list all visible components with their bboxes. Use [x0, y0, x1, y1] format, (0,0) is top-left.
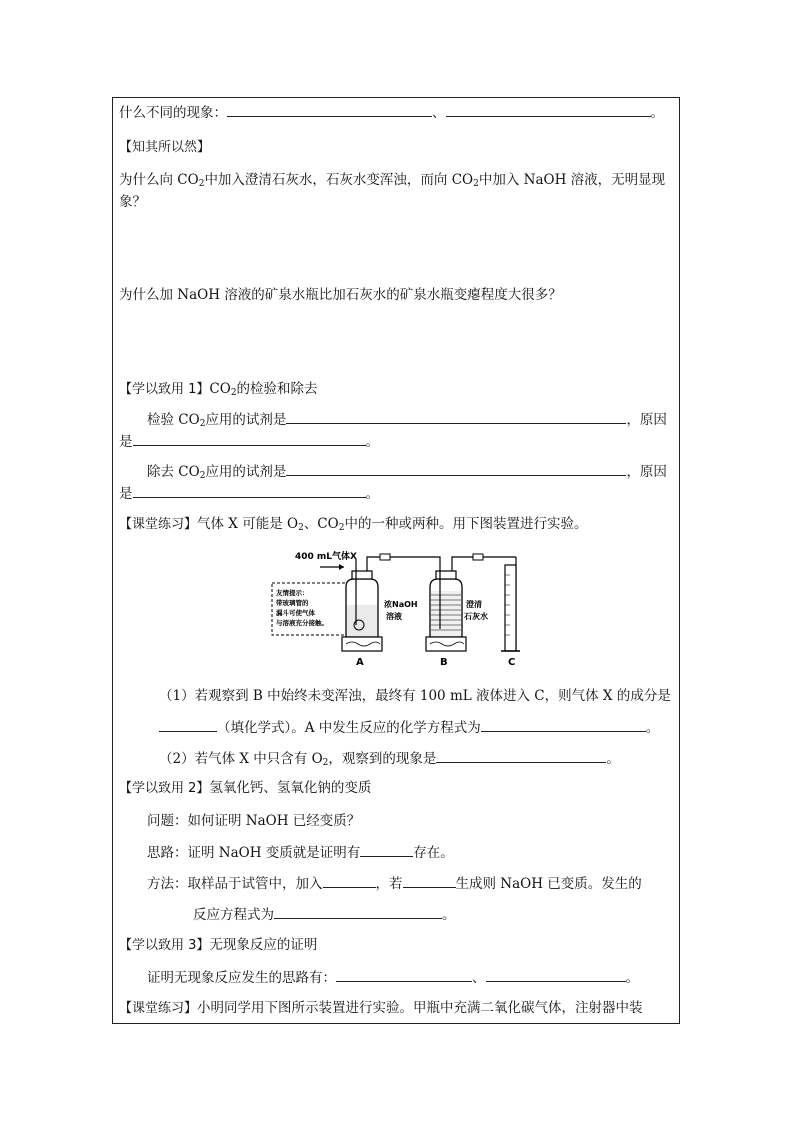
- bottle-b-stopper: [436, 571, 456, 579]
- period: 。: [650, 105, 664, 121]
- text: 的检验和除去: [236, 381, 318, 397]
- heading-title: 【课堂练习】: [119, 517, 198, 532]
- label-c: C: [508, 657, 516, 668]
- section-heading-practice-1: [119, 515, 587, 537]
- section-heading-practice-2: [119, 999, 643, 1018]
- method-blank-2[interactable]: [403, 874, 456, 888]
- test-reason-blank[interactable]: [133, 432, 366, 446]
- phenomenon-label: 什么不同的现象：: [119, 105, 227, 121]
- reaction-equation-blank[interactable]: [274, 905, 442, 919]
- method-line: [147, 874, 642, 893]
- text: 中的一种或两种。用下图装置进行实验。: [344, 516, 588, 532]
- reagent-b-line-2: 石灰水: [464, 612, 488, 621]
- test-reagent-blank[interactable]: [286, 410, 626, 424]
- reagent-a-line-2: 溶液: [386, 612, 402, 621]
- text: 。: [365, 486, 379, 502]
- note-line-2: 带玻璃管的: [276, 599, 309, 607]
- text: 气体 X 可能是 O: [197, 516, 299, 532]
- text: 为什么向 CO: [119, 172, 199, 188]
- text: 应用的试剂是: [205, 464, 287, 480]
- stand-a: [342, 637, 382, 651]
- formula-blank[interactable]: [159, 718, 217, 732]
- text: 、: [472, 970, 486, 986]
- section-heading-apply-1: [119, 380, 318, 402]
- remove-reason-blank[interactable]: [133, 484, 366, 498]
- cylinder-c: [505, 565, 516, 651]
- heading-title: 【学以致用 2】: [119, 781, 210, 796]
- stand-b: [426, 637, 466, 651]
- phenomenon-line: [119, 103, 664, 122]
- test-reason-line: [119, 432, 379, 451]
- gas-label: 400 mL气体X: [295, 552, 357, 562]
- connector-ab: [380, 554, 390, 560]
- note-line-4: 与溶液充分接触。: [276, 619, 328, 627]
- text: 。: [645, 720, 660, 736]
- practice-q1-line-2: [159, 718, 659, 737]
- note-line-3: 漏斗可使气体: [276, 609, 315, 617]
- subscript: 2: [338, 523, 345, 533]
- equation-line: [193, 905, 456, 924]
- answer-blank-2[interactable]: [446, 103, 651, 117]
- remove-reagent-blank[interactable]: [286, 462, 626, 476]
- section-heading-why: 【知其所以然】: [119, 140, 211, 155]
- text: ，观察到的现象是: [328, 751, 437, 767]
- text: 应用的试剂是: [205, 412, 287, 428]
- subscript: 2: [198, 179, 205, 189]
- text: 。: [625, 970, 639, 986]
- label-b: B: [440, 657, 448, 668]
- equation-blank[interactable]: [481, 718, 646, 732]
- text: 检验 CO: [147, 412, 200, 428]
- section-heading-apply-3: [119, 936, 317, 955]
- text: （填化学式）。A 中发生反应的化学方程式为: [217, 720, 481, 736]
- text: 除去 CO: [147, 464, 200, 480]
- heading-title: 【学以致用 1】: [119, 382, 210, 397]
- bottle-a-stopper: [352, 571, 372, 579]
- text: 思路：证明 NaOH 变质就是证明有: [147, 845, 361, 861]
- practice-q1-line-1: （1）若观察到 B 中始终未变浑浊，最终有 100 mL 液体进入 C，则气体 X 的成分是: [159, 688, 671, 704]
- text: ，若: [375, 876, 403, 892]
- method-blank-1[interactable]: [323, 874, 376, 888]
- subscript: 2: [199, 471, 206, 481]
- heading-title: 【学以致用 3】: [119, 938, 210, 953]
- text: 证明无现象反应发生的思路有：: [147, 970, 336, 986]
- text: 、CO: [303, 516, 339, 532]
- remove-reason-line: [119, 484, 379, 503]
- text: 中加入澄清石灰水，石灰水变浑浊，而向 CO: [204, 172, 474, 188]
- text: 方法：取样品于试管中，加入: [147, 876, 323, 892]
- text: 。: [606, 751, 620, 767]
- text: 反应方程式为: [193, 907, 274, 923]
- text: 。: [442, 907, 456, 923]
- text: 无现象反应的证明: [209, 937, 318, 953]
- question-1-line-2: 象？: [119, 194, 146, 210]
- text: ，原因: [626, 464, 667, 480]
- arrow-head-icon: [339, 564, 344, 570]
- proof-blank-1[interactable]: [336, 968, 472, 982]
- frame-bottom-border: [112, 1023, 680, 1024]
- text: 生成则 NaOH 已变质。发生的: [455, 876, 642, 892]
- connector-bc: [473, 554, 483, 560]
- label-a: A: [356, 657, 364, 668]
- text: （2）若气体 X 中只含有 O: [159, 751, 323, 767]
- apparatus-figure: [268, 545, 528, 670]
- question-1-line-1: [119, 171, 665, 193]
- answer-blank-1[interactable]: [227, 103, 432, 117]
- bottle-b-liquid: [431, 591, 461, 636]
- phenomenon-blank[interactable]: [436, 749, 606, 763]
- practice-q2-line: [159, 749, 620, 772]
- subscript: 2: [298, 523, 304, 533]
- section-heading-apply-2: [119, 779, 371, 798]
- note-line-1: 友情提示：: [276, 589, 309, 597]
- text: 是: [119, 434, 133, 450]
- subscript: 2: [199, 419, 206, 429]
- text: 存在。: [413, 845, 454, 861]
- test-reagent-line: [147, 410, 667, 433]
- proof-blank-2[interactable]: [486, 968, 626, 982]
- text: 。: [365, 434, 379, 450]
- reagent-a-line-1: 浓NaOH: [384, 600, 418, 609]
- text: 是: [119, 486, 133, 502]
- text: 中加入 NaOH 溶液，无明显现: [478, 172, 666, 188]
- text: ，原因: [626, 412, 667, 428]
- question-line: 问题：如何证明 NaOH 已经变质？: [147, 813, 361, 829]
- text: 氢氧化钙、氢氧化钠的变质: [209, 780, 372, 796]
- idea-line: [147, 843, 454, 862]
- idea-blank[interactable]: [360, 843, 413, 857]
- subscript: 2: [230, 388, 237, 398]
- separator: 、: [432, 105, 446, 121]
- remove-reagent-line: [147, 462, 667, 485]
- subscript: 2: [473, 179, 479, 189]
- subscript: 2: [322, 758, 329, 768]
- reagent-b-line-1: 澄清: [466, 600, 482, 609]
- text: CO: [209, 381, 231, 397]
- question-2: 为什么加 NaOH 溶液的矿泉水瓶比加石灰水的矿泉水瓶变瘪程度大很多？: [119, 287, 562, 303]
- heading-title: 【课堂练习】: [119, 1001, 198, 1016]
- proof-idea-line: [147, 968, 639, 987]
- text: 小明同学用下图所示装置进行实验。甲瓶中充满二氧化碳气体，注射器中装: [197, 1000, 643, 1016]
